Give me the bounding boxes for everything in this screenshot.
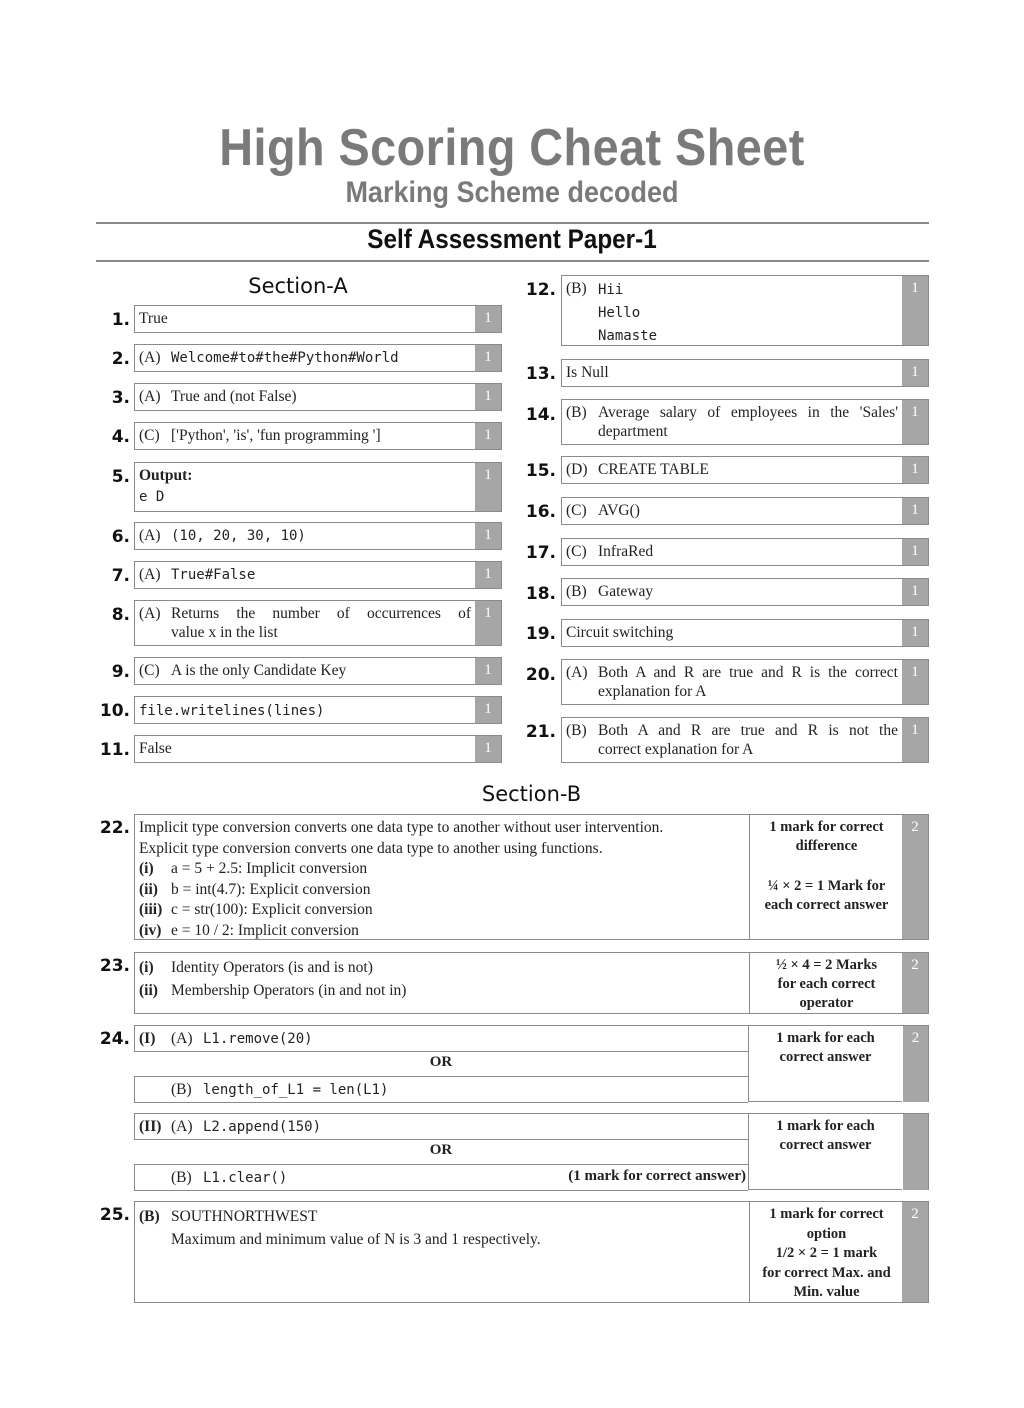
answer-text: Circuit switching: [566, 624, 674, 641]
option-label: (D): [566, 461, 588, 478]
question-number: 5.: [111, 467, 130, 487]
question-number: 16.: [525, 502, 556, 522]
answer-box-q16: [561, 497, 929, 525]
scheme-line: 1 mark for correct: [769, 819, 884, 835]
scheme-line: Min. value: [793, 1284, 860, 1300]
question-number: 10.: [99, 701, 130, 721]
answer-text-line2: Maximum and minimum value of N is 3 and 1 respectively.: [171, 1231, 541, 1248]
answer-code: L1.remove(20): [203, 1031, 313, 1047]
option-label: (B): [566, 280, 587, 297]
answer-text: InfraRed: [598, 543, 654, 560]
or-separator: OR: [429, 1142, 453, 1158]
question-number: 19.: [525, 624, 556, 644]
scheme-line: option: [806, 1225, 847, 1242]
mark-cell: 1: [475, 463, 501, 511]
answer-text-line2: value x in the list: [171, 624, 278, 641]
answer-text: Is Null: [566, 364, 609, 381]
part-label: (I): [139, 1030, 156, 1047]
answer-box-q14: [561, 399, 929, 445]
answer-box-q9: [134, 657, 502, 685]
question-number: 20.: [525, 665, 556, 685]
item-label: (ii): [139, 880, 158, 898]
option-label: (A): [139, 349, 161, 366]
answer-text: Gateway: [598, 583, 654, 600]
section-a-heading: Section-A: [248, 274, 348, 298]
mark-cell: 1: [902, 400, 928, 444]
question-number: 7.: [111, 566, 130, 586]
marking-scheme-cell: [749, 815, 903, 939]
answer-text-line2: department: [598, 423, 668, 440]
marking-note: (1 mark for correct answer): [568, 1168, 746, 1184]
answer-code: e D: [139, 489, 165, 505]
option-label: (C): [139, 662, 160, 679]
answer-box-q6: [134, 522, 502, 550]
question-number: 18.: [525, 584, 556, 604]
answer-box-q11: [134, 735, 502, 763]
answer-box-q18: [561, 578, 929, 606]
marking-scheme-cell: [748, 1114, 902, 1190]
mark-cell: 1: [475, 345, 501, 371]
answer-text-line1: Average salary of employees in the 'Sales': [598, 404, 898, 421]
question-number: 12.: [525, 280, 556, 300]
scheme-line: 1 mark for each: [776, 1030, 875, 1046]
item-text: Membership Operators (in and not in): [171, 982, 407, 999]
option-label: (A): [171, 1030, 193, 1047]
answer-box-q25: [134, 1201, 929, 1303]
item-text: c = str(100): Explicit conversion: [171, 901, 373, 918]
question-number: 4.: [111, 427, 130, 447]
part-label: (II): [139, 1118, 162, 1135]
scheme-line: for each correct: [777, 976, 876, 992]
scheme-line: correct answer: [779, 1049, 872, 1065]
answer-code: True#False: [171, 567, 256, 583]
question-number: 25.: [99, 1205, 130, 1225]
section-b-heading: Section-B: [481, 782, 582, 806]
option-a-row: [134, 1114, 748, 1140]
item-label: (i): [139, 959, 154, 976]
answer-code: L2.append(150): [203, 1119, 322, 1135]
question-number: 11.: [99, 740, 130, 760]
question-number: 1.: [111, 310, 130, 330]
scheme-line: for correct Max. and: [762, 1264, 891, 1281]
item-label: (iii): [139, 901, 163, 918]
answer-box-q5: [134, 462, 502, 512]
option-label: (A): [139, 527, 161, 544]
mark-cell: 2: [902, 1202, 928, 1302]
mark-cell: 1: [902, 539, 928, 565]
option-b-row: [134, 1164, 748, 1191]
scheme-line: correct answer: [779, 1137, 872, 1153]
answer-box-q8: [134, 600, 502, 646]
output-line: Hii: [598, 282, 624, 298]
answer-box-q24-part2: [134, 1113, 929, 1190]
question-number: 17.: [525, 543, 556, 563]
answer-text: ['Python', 'is', 'fun programming ']: [171, 427, 381, 444]
answer-code: Welcome#to#the#Python#World: [171, 350, 399, 366]
mark-cell: 1: [902, 620, 928, 646]
mark-cell: 2: [902, 953, 928, 1013]
mark-cell: 1: [475, 523, 501, 549]
marking-scheme-cell: [749, 1202, 903, 1302]
option-label: (B): [566, 722, 587, 739]
answer-box-q3: [134, 383, 502, 411]
answer-box-q10: [134, 696, 502, 724]
option-label: (B): [171, 1169, 192, 1186]
option-label: (B): [566, 583, 587, 600]
answer-text-line2: explanation for A: [598, 683, 707, 700]
item-text: b = int(4.7): Explicit conversion: [171, 880, 371, 898]
question-number: 22.: [99, 818, 130, 838]
mark-cell: 1: [902, 360, 928, 386]
mark-cell: 1: [475, 601, 501, 645]
answer-code: file.writelines(lines): [139, 703, 325, 719]
mark-cell: 1: [902, 660, 928, 704]
mark-cell: 1: [902, 276, 928, 345]
answer-code: (10, 20, 30, 10): [171, 528, 306, 544]
answer-box-q2: [134, 344, 502, 372]
answer-box-q17: [561, 538, 929, 566]
mark-cell: 1: [902, 498, 928, 524]
answer-box-q21: [561, 717, 929, 763]
answer-text: True: [139, 310, 168, 327]
question-number: 15.: [525, 461, 556, 481]
document-subtitle: Marking Scheme decoded: [345, 176, 679, 209]
item-text: e = 10 / 2: Implicit conversion: [171, 921, 359, 939]
question-number: 14.: [525, 405, 556, 425]
answer-box-q24-part1: [134, 1025, 929, 1102]
question-number: 21.: [525, 722, 556, 742]
item-text: a = 5 + 2.5: Implicit conversion: [171, 860, 368, 877]
answer-box-q7: [134, 561, 502, 589]
mark-cell: 1: [475, 658, 501, 684]
answer-box-q22: [134, 814, 929, 940]
answer-text: True and (not False): [171, 388, 297, 405]
scheme-line: ¼ × 2 = 1 Mark for: [767, 878, 886, 894]
scheme-line: difference: [795, 838, 858, 854]
answer-box-q4: [134, 422, 502, 450]
mark-cell: 1: [475, 384, 501, 410]
answer-box-q20: [561, 659, 929, 705]
option-b-row: [134, 1076, 748, 1103]
option-label: (A): [139, 566, 161, 583]
answer-text-line2: correct explanation for A: [598, 741, 754, 758]
mark-cell: 1: [902, 579, 928, 605]
item-label: (iv): [139, 921, 162, 939]
mark-cell: [903, 1114, 928, 1190]
option-label: (C): [566, 543, 587, 560]
mark-cell: 1: [902, 457, 928, 483]
answer-text: A is the only Candidate Key: [171, 662, 347, 679]
option-label: (B): [139, 1208, 160, 1225]
header-divider-bottom: [96, 260, 929, 262]
question-number: 8.: [111, 605, 130, 625]
answer-text-line1: Both A and R are true and R is not the: [598, 722, 898, 739]
mark-cell: 1: [902, 718, 928, 762]
answer-text-line2: Explicit type conversion converts one data type to another using functions.: [139, 839, 603, 857]
answer-text: AVG(): [598, 502, 640, 519]
option-label: (C): [566, 502, 587, 519]
answer-text-line1: Returns the number of occurrences of: [171, 605, 471, 622]
option-label: (B): [566, 404, 587, 421]
option-label: (A): [139, 605, 161, 622]
question-number: 9.: [111, 662, 130, 682]
scheme-line: 1 mark for each: [776, 1118, 875, 1134]
marking-scheme-cell: [748, 1026, 902, 1102]
scheme-line: 1 mark for correct: [769, 1206, 884, 1222]
question-number: 13.: [525, 364, 556, 384]
answer-box-q1: [134, 305, 502, 333]
answer-text-line1: Implicit type conversion converts one data type to another without user intervention.: [139, 819, 664, 836]
item-label: (i): [139, 860, 154, 877]
option-label: (A): [171, 1118, 193, 1135]
output-line: Hello: [598, 305, 641, 321]
option-label: (C): [139, 427, 160, 444]
option-label: (B): [171, 1081, 192, 1098]
item-text: Identity Operators (is and is not): [171, 959, 373, 976]
output-label: Output:: [139, 467, 193, 484]
answer-box-q23: [134, 952, 929, 1014]
scheme-line: 1/2 × 2 = 1 mark: [775, 1245, 878, 1261]
scheme-line: ½ × 4 = 2 Marks: [775, 957, 878, 973]
scheme-line: each correct answer: [764, 897, 889, 913]
option-label: (A): [139, 388, 161, 405]
answer-box-q19: [561, 619, 929, 647]
answer-text: CREATE TABLE: [598, 461, 709, 478]
question-number: 3.: [111, 388, 130, 408]
mark-cell: 1: [475, 562, 501, 588]
answer-text-line1: SOUTHNORTHWEST: [171, 1208, 318, 1225]
marking-scheme-cell: [749, 953, 903, 1013]
answer-code: L1.clear(): [203, 1170, 288, 1186]
mark-cell: 1: [475, 423, 501, 449]
mark-cell: 2: [902, 815, 928, 939]
or-separator: OR: [429, 1054, 453, 1070]
scheme-line: operator: [799, 995, 854, 1011]
answer-box-q13: [561, 359, 929, 387]
answer-text: False: [139, 740, 172, 757]
item-label: (ii): [139, 982, 158, 999]
question-number: 23.: [99, 956, 130, 976]
document-title: High Scoring Cheat Sheet: [219, 119, 805, 177]
question-number: 6.: [111, 527, 130, 547]
mark-cell: 1: [475, 736, 501, 762]
question-number: 2.: [111, 349, 130, 369]
question-number: 24.: [99, 1029, 130, 1049]
mark-cell: 1: [475, 306, 501, 332]
answer-box-q15: [561, 456, 929, 484]
option-a-row: [134, 1026, 748, 1052]
answer-text-line1: Both A and R are true and R is the correct: [598, 664, 898, 681]
answer-code: length_of_L1 = len(L1): [203, 1082, 389, 1098]
mark-cell: 2: [903, 1026, 928, 1102]
option-label: (A): [566, 664, 588, 681]
answer-box-q12: [561, 275, 929, 346]
paper-title: Self Assessment Paper-1: [367, 224, 657, 254]
mark-cell: 1: [475, 697, 501, 723]
output-line: Namaste: [598, 328, 658, 344]
